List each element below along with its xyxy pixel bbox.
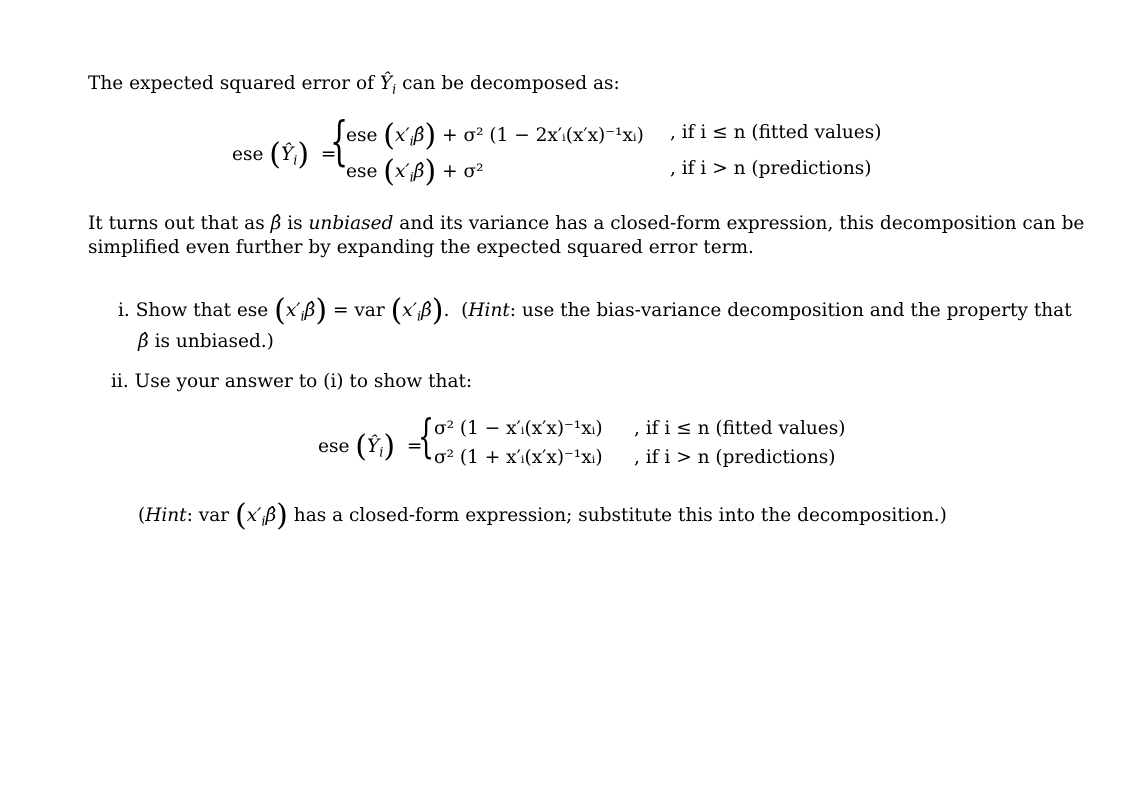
eq1-brace: { <box>330 112 349 172</box>
item-i-line2-text: is unbiased.) <box>154 331 274 352</box>
para-line1: It turns out that as β̂ is unbiased and its variance has a closed-form expression, this decomposition can be <box>88 213 1085 234</box>
item-i-line1: i. Show that ese $(x'_i\betâ)$ = var $(x'_i\betâ)$. (Hint: use the bias-variance decomposition and the property that <box>118 293 1072 328</box>
eq2-lhs: ese $(Ŷ_i)$ = <box>318 429 423 464</box>
ese-label: ese <box>236 300 269 321</box>
item-ii-text: Use your answer to (i) to show that: <box>134 371 473 392</box>
hint-word: Hint <box>468 300 510 321</box>
para-text-b: is <box>287 213 303 234</box>
intro-line <box>88 72 620 96</box>
item-i-label: i. <box>118 300 130 321</box>
intro-text-b: can be decomposed as: <box>402 73 620 94</box>
eq1-row2: ese $(x'_i\betâ) + \sigma^2$ <box>346 154 484 189</box>
item-i-line2: β̂ is unbiased.) <box>138 331 274 352</box>
eq2-row1-cond: , if i ≤ n (fitted values) <box>634 418 846 439</box>
ese-label: ese <box>346 125 378 146</box>
eq1-row2-cond: , if i > n (predictions) <box>670 158 872 179</box>
eq1-row1-expr: + σ² (1 − 2x′ᵢ(x′x)⁻¹xᵢ) <box>442 125 644 146</box>
item-i-show: Show that <box>135 300 231 321</box>
eq2-row2-expr: σ² (1 + x′ᵢ(x′x)⁻¹xᵢ) <box>434 447 603 468</box>
para-unbiased: unbiased <box>308 213 394 234</box>
eq1-row1-cond: , if i ≤ n (fitted values) <box>670 122 882 143</box>
item-ii-line <box>111 370 472 394</box>
hint-word: Hint <box>145 505 187 526</box>
eq2-brace: { <box>418 409 435 463</box>
item-ii-label: ii. <box>111 371 129 392</box>
eq1-row1: ese $(x'_i\betâ) + \sigma^2$ (1 − 2x′ᵢ(x′x)⁻¹xᵢ) <box>346 118 644 153</box>
var-label: var <box>354 300 385 321</box>
eq1-lhs: ese $(Ŷ_i)$ = <box>232 137 337 172</box>
ese-label: ese <box>318 436 350 457</box>
hint2-line: (Hint: var $(x'_i\betâ)$ has a closed-form expression; substitute this into the decomposition.) <box>138 498 947 533</box>
y-hat-i: $Ŷ_i$ <box>379 73 397 98</box>
ese-label: ese <box>232 144 264 165</box>
hint2-text: has a closed-form expression; substitute this into the decomposition.) <box>293 505 947 526</box>
intro-text-a: The expected squared error of <box>88 73 375 94</box>
para-text-a: It turns out that as <box>88 213 265 234</box>
ese-label: ese <box>346 161 378 182</box>
var-label: var <box>198 505 230 526</box>
item-i-hint-text: : use the bias-variance decomposition and the property that <box>509 300 1072 321</box>
para-line2: simplified even further by expanding the expected squared error term. <box>88 237 754 258</box>
eq2-row1-expr: σ² (1 − x′ᵢ(x′x)⁻¹xᵢ) <box>434 418 603 439</box>
eq2-row2-cond: , if i > n (predictions) <box>634 447 836 468</box>
eq1-row2-expr: + σ² <box>442 161 484 182</box>
para-text-c: and its variance has a closed-form expression, this decomposition can be <box>399 213 1085 234</box>
